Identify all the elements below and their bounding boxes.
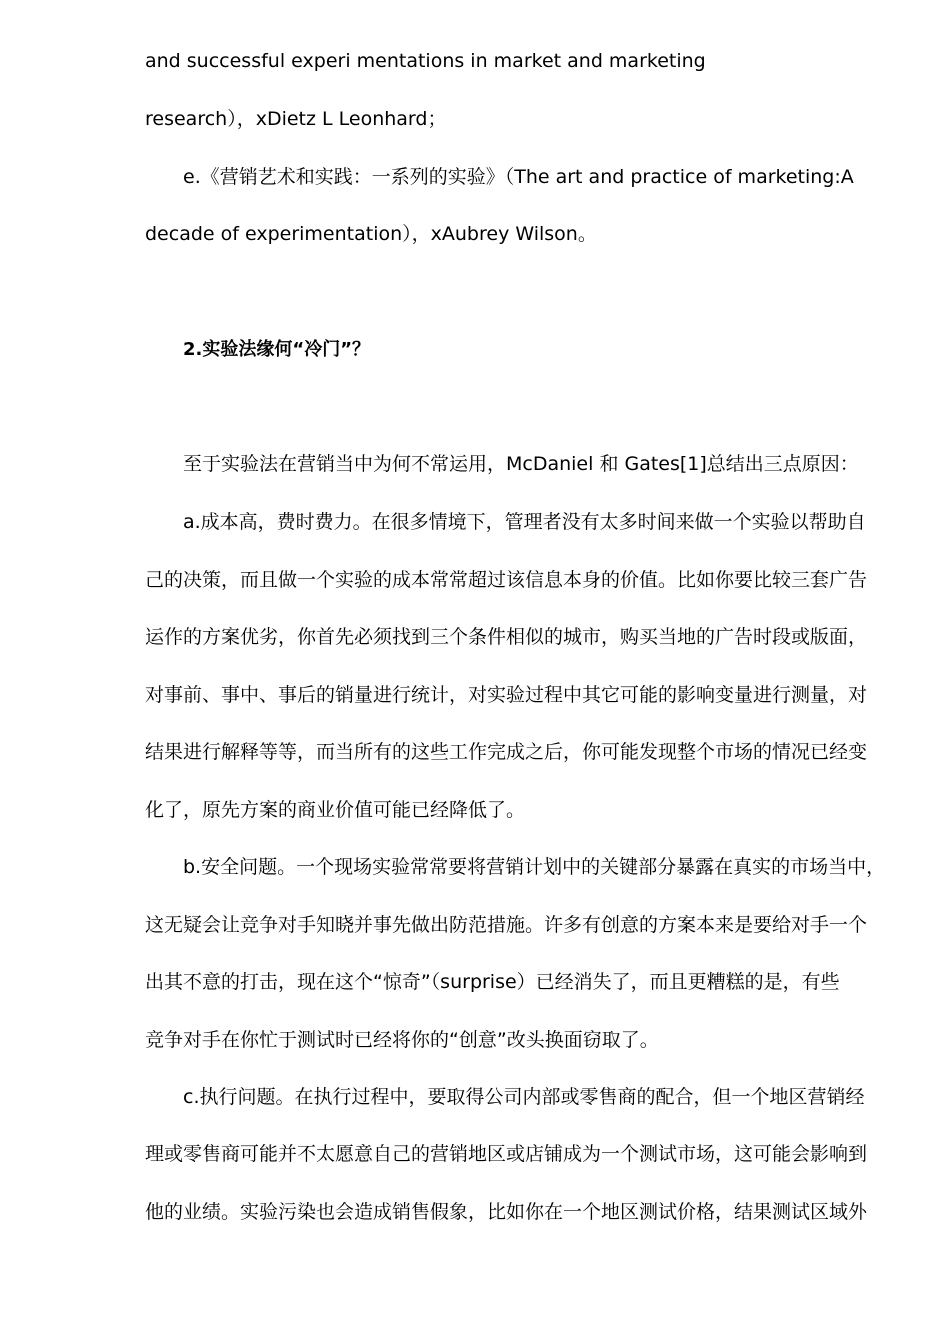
paragraph-c-first-line: c.执行问题。在执行过程中，要取得公司内部或零售商的配合，但一个地区营销经: [183, 1086, 865, 1108]
text-line: 出其不意的打击，现在这个“惊奇”（surprise）已经消失了，而且更糟糕的是，有些: [145, 971, 840, 993]
text-line: 化了，原先方案的商业价值可能已经降低了。: [145, 799, 526, 821]
text-line: 结果进行解释等等，而当所有的这些工作完成之后，你可能发现整个市场的情况已经变: [145, 741, 868, 763]
text-line: 运作的方案优劣，你首先必须找到三个条件相似的城市，购买当地的广告时段或版面，: [145, 626, 868, 648]
text-line: 他的业绩。实验污染也会造成销售假象，比如你在一个地区测试价格，结果测试区域外: [145, 1201, 868, 1223]
paragraph-intro: 至于实验法在营销当中为何不常运用，McDaniel 和 Gates[1]总结出三点原因：: [183, 453, 859, 475]
text-line: 己的决策，而且做一个实验的成本常常超过该信息本身的价值。比如你要比较三套广告: [145, 569, 868, 591]
text-line: 对事前、事中、事后的销量进行统计，对实验过程中其它可能的影响变量进行测量，对: [145, 684, 868, 706]
text-line: decade of experimentation），xAubrey Wilson。: [145, 223, 597, 245]
text-line: 竞争对手在你忙于测试时已经将你的“创意”改头换面窃取了。: [145, 1029, 659, 1051]
text-line: 这无疑会让竞争对手知晓并事先做出防范措施。许多有创意的方案本来是要给对手一个: [145, 914, 868, 936]
paragraph-a-first-line: a.成本高，费时费力。在很多情境下，管理者没有太多时间来做一个实验以帮助自: [183, 511, 866, 533]
text-line: research），xDietz L Leonhard；: [145, 108, 447, 130]
text-line: and successful experi mentations in market and marketing: [145, 50, 706, 72]
paragraph-b-first-line: b.安全问题。一个现场实验常常要将营销计划中的关键部分暴露在真实的市场当中，: [183, 856, 886, 878]
text-line: 理或零售商可能并不太愿意自己的营销地区或店铺成为一个测试市场，这可能会影响到: [145, 1143, 868, 1165]
section-heading: 2.实验法缘何“冷门”？: [183, 339, 371, 360]
reference-item-e: e.《营销艺术和实践：一系列的实验》（The art and practice of marketing:A: [183, 166, 854, 188]
